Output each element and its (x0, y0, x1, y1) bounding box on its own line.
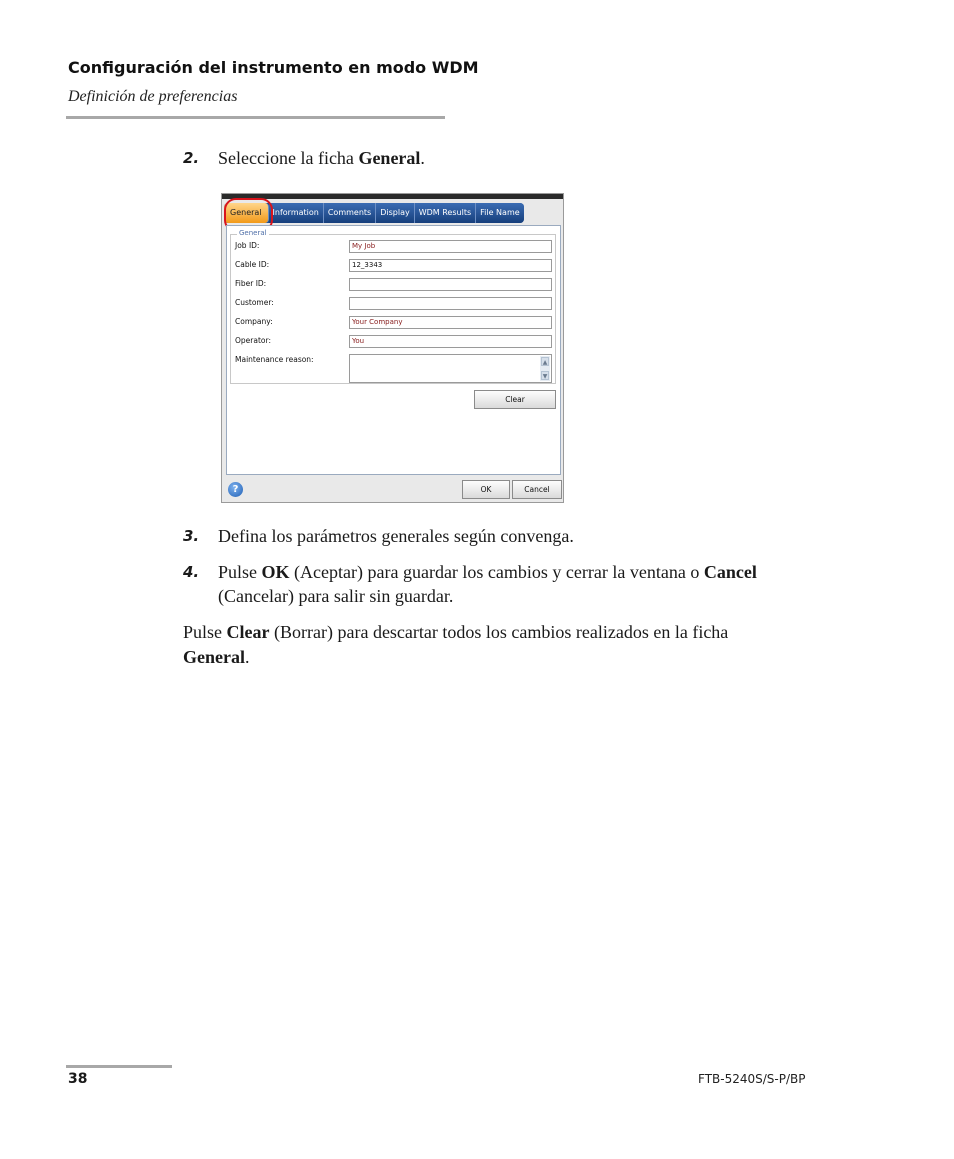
tab-wdm-results[interactable]: WDM Results (415, 203, 476, 223)
scroll-down-icon[interactable]: ▼ (542, 373, 548, 380)
ok-button[interactable]: OK (462, 480, 510, 499)
clear-note: Pulse Clear (Borrar) para descartar todos los cambios realizados en la ficha General. (183, 622, 729, 667)
fiber-id-input[interactable] (349, 278, 552, 291)
group-legend: General (239, 229, 267, 237)
tab-information[interactable]: Information (269, 203, 324, 223)
operator-label: Operator: (235, 336, 271, 345)
step-text: Defina los parámetros generales según convenga. (218, 526, 574, 546)
scroll-up-icon[interactable]: ▲ (542, 359, 548, 366)
step-number: 3. (183, 527, 200, 545)
help-icon[interactable]: ? (228, 482, 243, 497)
step-text: Seleccione la ficha General. (218, 148, 425, 168)
cable-id-label: Cable ID: (235, 260, 270, 269)
header-rule (66, 116, 445, 119)
cable-id-input[interactable]: 12_3343 (349, 259, 552, 272)
page-number: 38 (68, 1071, 88, 1087)
fiber-id-label: Fiber ID: (235, 279, 267, 288)
tab-file-name[interactable]: File Name (476, 203, 524, 223)
step-number: 4. (183, 563, 200, 581)
tab-comments[interactable]: Comments (324, 203, 376, 223)
cancel-button[interactable]: Cancel (512, 480, 562, 499)
clear-button[interactable]: Clear (474, 390, 556, 409)
dialog-top-bar (222, 194, 563, 199)
step-text: Pulse OK (Aceptar) para guardar los cambios y cerrar la ventana o Cancel (Cancelar) para salir sin guardar. (218, 562, 757, 606)
maintenance-reason-textarea[interactable] (349, 354, 552, 383)
customer-label: Customer: (235, 298, 274, 307)
tab-display[interactable]: Display (376, 203, 415, 223)
page-header-title: Configuración del instrumento en modo WDM (68, 58, 479, 77)
product-model: FTB-5240S/S-P/BP (698, 1072, 806, 1086)
textarea-scrollbar[interactable] (540, 356, 550, 381)
general-panel (226, 225, 561, 475)
preferences-dialog (221, 193, 564, 503)
operator-input[interactable]: You (349, 335, 552, 348)
company-label: Company: (235, 317, 273, 326)
job-id-input[interactable]: My Job (349, 240, 552, 253)
company-input[interactable]: Your Company (349, 316, 552, 329)
job-id-label: Job ID: (235, 241, 260, 250)
step-number: 2. (183, 149, 200, 167)
maintenance-reason-label: Maintenance reason: (235, 355, 314, 364)
customer-input[interactable] (349, 297, 552, 310)
footer-rule (66, 1065, 172, 1068)
tab-general[interactable]: General (224, 203, 269, 223)
general-group (230, 229, 556, 384)
page-header-subtitle: Definición de preferencias (68, 88, 238, 105)
